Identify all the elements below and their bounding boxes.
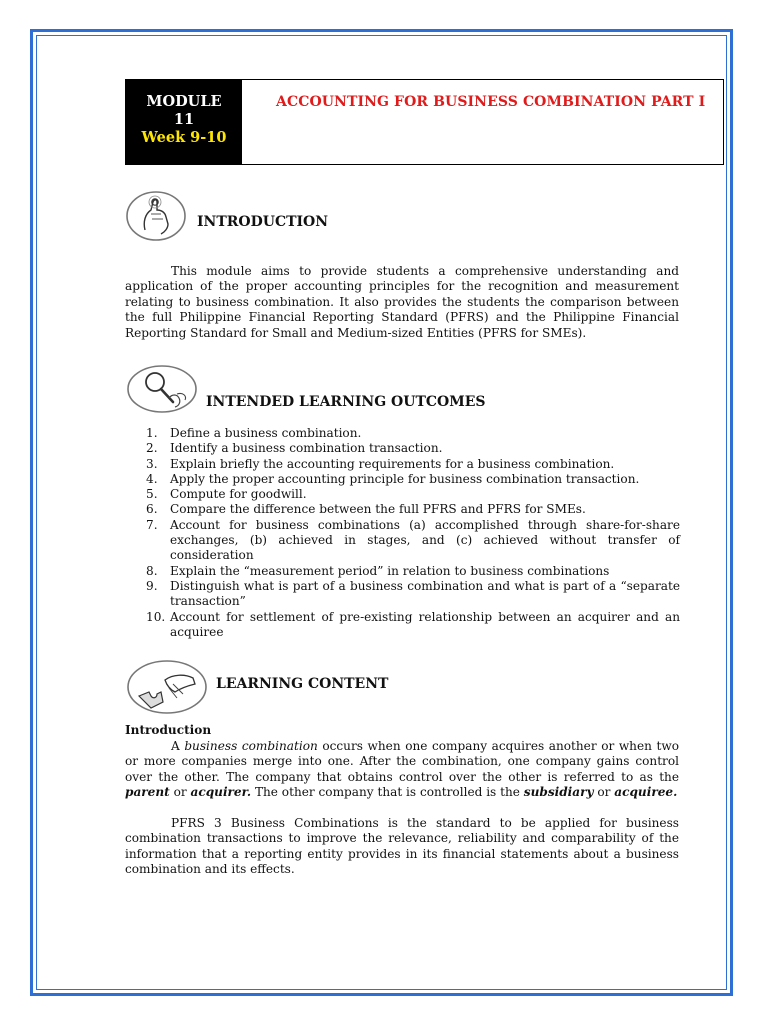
list-item [124,457,680,472]
text-run: A [171,739,185,753]
list-item [124,426,680,441]
magnifying-glass-icon [125,364,199,414]
text-run-bold-italic: subsidiary [523,785,594,800]
list-item [124,502,680,517]
outcomes-heading: INTENDED LEARNING OUTCOMES [206,394,486,410]
text-run: The other company that is controlled is the [251,785,524,800]
module-label: MODULE [146,93,222,110]
list-number: 10. [146,609,166,624]
list-number: 8. [146,563,158,578]
outcomes-list [124,426,680,640]
introduction-paragraph: This module aims to provide students a comprehensive understanding and application of the proper accounting principles for the recognition and measurement relating to business combination. It also provides the students the comparison between the full Philippine Financial Reporting Standard (PFRS) and the Philippine Financial Reporting Standard for Small and Medium-sized Entities (PFRS for SMEs). [125,264,679,340]
list-number: 7. [146,517,158,532]
text-run: occurs when one company acquires another or when two or more companies merge into one. After the combination, one company gains control over the other. The company that obtains control over the other is referred to as the [125,739,679,784]
list-number: 3. [146,456,158,471]
list-text: Account for settlement of pre-existing relationship between an acquirer and an acquiree [170,609,680,639]
list-number: 2. [146,441,158,456]
list-text: Define a business combination. [170,426,362,440]
module-week: Week 9-10 [141,129,227,146]
list-text: Identify a business combination transaction. [170,441,443,456]
list-text: Distinguish what is part of a business combination and what is part of a “separate transaction” [170,578,680,609]
module-title: ACCOUNTING FOR BUSINESS COMBINATION PART I [276,94,706,110]
content-paragraph-1 [125,739,679,801]
list-text: Account for business combinations (a) accomplished through share-for-share exchanges, (b) achieved in stages, and (c) achieved without transfer of consideration [170,517,680,563]
list-number: 4. [146,471,158,486]
list-text: Apply the proper accounting principle for business combination transaction. [170,471,640,486]
list-text: Compare the difference between the full PFRS and PFRS for SMEs. [170,502,586,517]
text-run-italic: business combination [184,739,318,753]
list-item [124,579,680,610]
list-item [124,564,680,579]
introduction-heading: INTRODUCTION [197,214,329,230]
list-number: 9. [146,578,158,593]
content-subheading: Introduction [125,723,212,737]
pointing-hand-icon [125,190,187,242]
text-run-bold-italic: acquirer. [190,785,252,800]
content-heading: LEARNING CONTENT [216,676,389,692]
module-number: 11 [173,111,195,128]
list-number: 6. [146,502,158,517]
list-item [124,610,680,641]
text-run: or [593,785,615,800]
list-item [124,472,680,487]
list-text: Compute for goodwill. [170,487,307,502]
puzzle-hand-icon [125,658,209,716]
list-number: 1. [146,426,158,440]
text-run: or [169,785,191,800]
list-text: Explain briefly the accounting requirements for a business combination. [170,456,615,471]
list-item [124,487,680,502]
content-paragraph-2: PFRS 3 Business Combinations is the standard to be applied for business combination transactions to improve the relevance, reliability and comparability of the information that a reporting entity provides in its financial statements about a business combination and its effects. [125,816,679,877]
list-item [124,441,680,456]
list-text: Explain the “measurement period” in relation to business combinations [170,563,610,578]
module-header [125,79,724,165]
module-badge [126,80,242,164]
list-item [124,518,680,564]
text-run-bold-italic: parent [125,785,170,800]
text-run-bold-italic: acquiree. [614,785,678,800]
list-number: 5. [146,487,158,502]
